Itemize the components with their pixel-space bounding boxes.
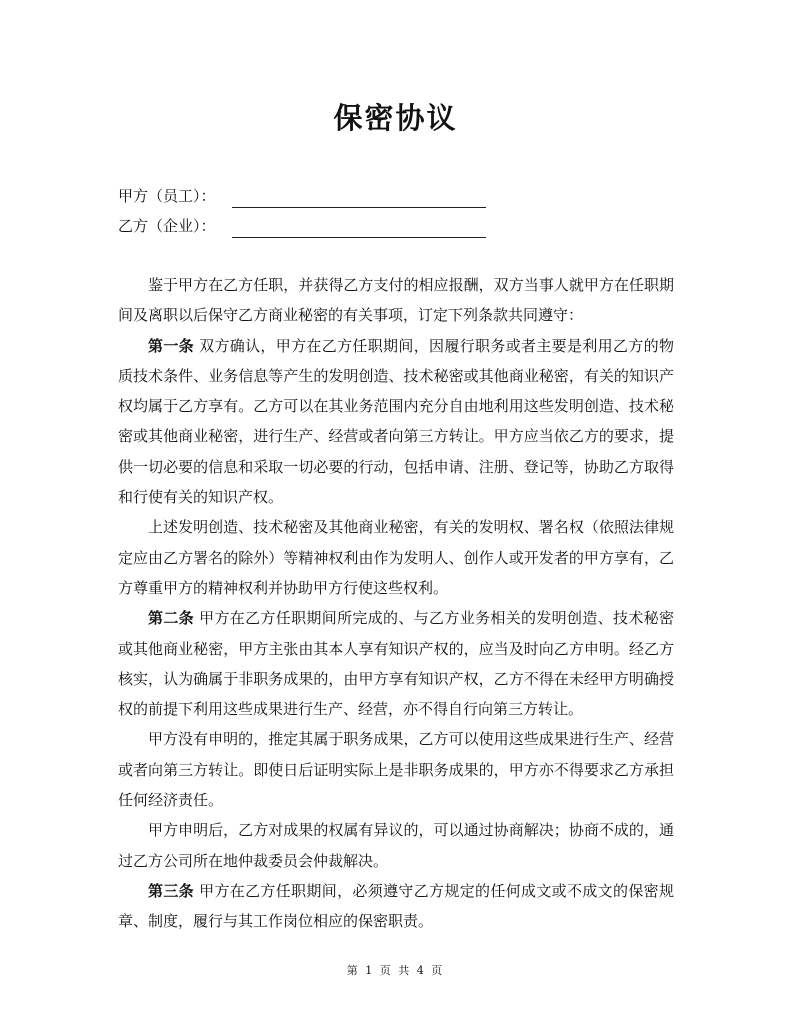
paragraph-text: 鉴于甲方在乙方任职，并获得乙方支付的相应报酬，双方当事人就甲方在任职期间及离职以后保守乙方商业秘密的有关事项，订定下列条款共同遵守： bbox=[118, 276, 674, 325]
paragraph-article-2-cont-1 bbox=[118, 724, 674, 815]
party-b-blank-line bbox=[232, 219, 486, 238]
paragraph-text: 甲方在乙方任职期间所完成的、与乙方业务相关的发明创造、技术秘密或其他商业秘密，甲方主张由其本人享有知识产权的，应当及时向乙方申明。经乙方核实，认为确属于非职务成果的，由甲方享有知识产权，乙方不得在未经甲方明确授权的前提下利用这些成果进行生产、经营，亦不得自行向第三方转让。 bbox=[118, 609, 674, 719]
paragraph-text: 甲方没有申明的，推定其属于职务成果，乙方可以使用这些成果进行生产、经营或者向第三方转让。即使日后证明实际上是非职务成果的，甲方亦不得要求乙方承担任何经济责任。 bbox=[118, 730, 674, 810]
party-a-row bbox=[118, 184, 486, 208]
paragraph-text: 甲方申明后，乙方对成果的权属有异议的，可以通过协商解决；协商不成的，通过乙方公司所在地仲裁委员会仲裁解决。 bbox=[118, 821, 674, 870]
party-a-label: 甲方（员工）： bbox=[118, 187, 216, 205]
agreement-body bbox=[118, 270, 674, 937]
paragraph-text: 双方确认，甲方在乙方任职期间，因履行职务或者主要是利用乙方的物质技术条件、业务信息等产生的发明创造、技术秘密或其他商业秘密，有关的知识产权均属于乙方享有。乙方可以在其业务范围内充分自由地利用这些发明创造、技术秘密或其他商业秘密，进行生产、经营或者向第三方转让。甲方应当依乙方的要求，提供一切必要的信息和采取一切必要的行动，包括申请、注册、登记等，协助乙方取得和行使有关的知识产权。 bbox=[118, 336, 674, 507]
paragraph-text: 上述发明创造、技术秘密及其他商业秘密，有关的发明权、署名权（依照法律规定应由乙方署名的除外）等精神权利由作为发明人、创作人或开发者的甲方享有，乙方尊重甲方的精神权利并协助甲方行使这些权利。 bbox=[118, 518, 674, 597]
page-number-footer: 第 1 页 共 4 页 bbox=[346, 964, 445, 977]
article-heading: 第一条 bbox=[148, 336, 194, 355]
article-heading: 第二条 bbox=[148, 609, 194, 628]
party-a-blank-line bbox=[232, 189, 486, 208]
article-heading: 第三条 bbox=[148, 881, 194, 900]
paragraph-article-1 bbox=[118, 331, 674, 513]
paragraph-article-2-cont-2 bbox=[118, 815, 674, 876]
document-title: 保密协议 bbox=[333, 101, 458, 135]
paragraph-article-2 bbox=[118, 603, 674, 724]
paragraph-article-3 bbox=[118, 876, 674, 937]
paragraph-article-1-cont bbox=[118, 512, 674, 603]
party-b-label: 乙方（企业）： bbox=[118, 217, 216, 235]
party-b-row bbox=[118, 214, 486, 238]
paragraph-text: 甲方在乙方任职期间，必须遵守乙方规定的任何成文或不成文的保密规章、制度，履行与其工作岗位相应的保密职责。 bbox=[118, 881, 674, 931]
paragraph-preamble bbox=[118, 270, 674, 331]
